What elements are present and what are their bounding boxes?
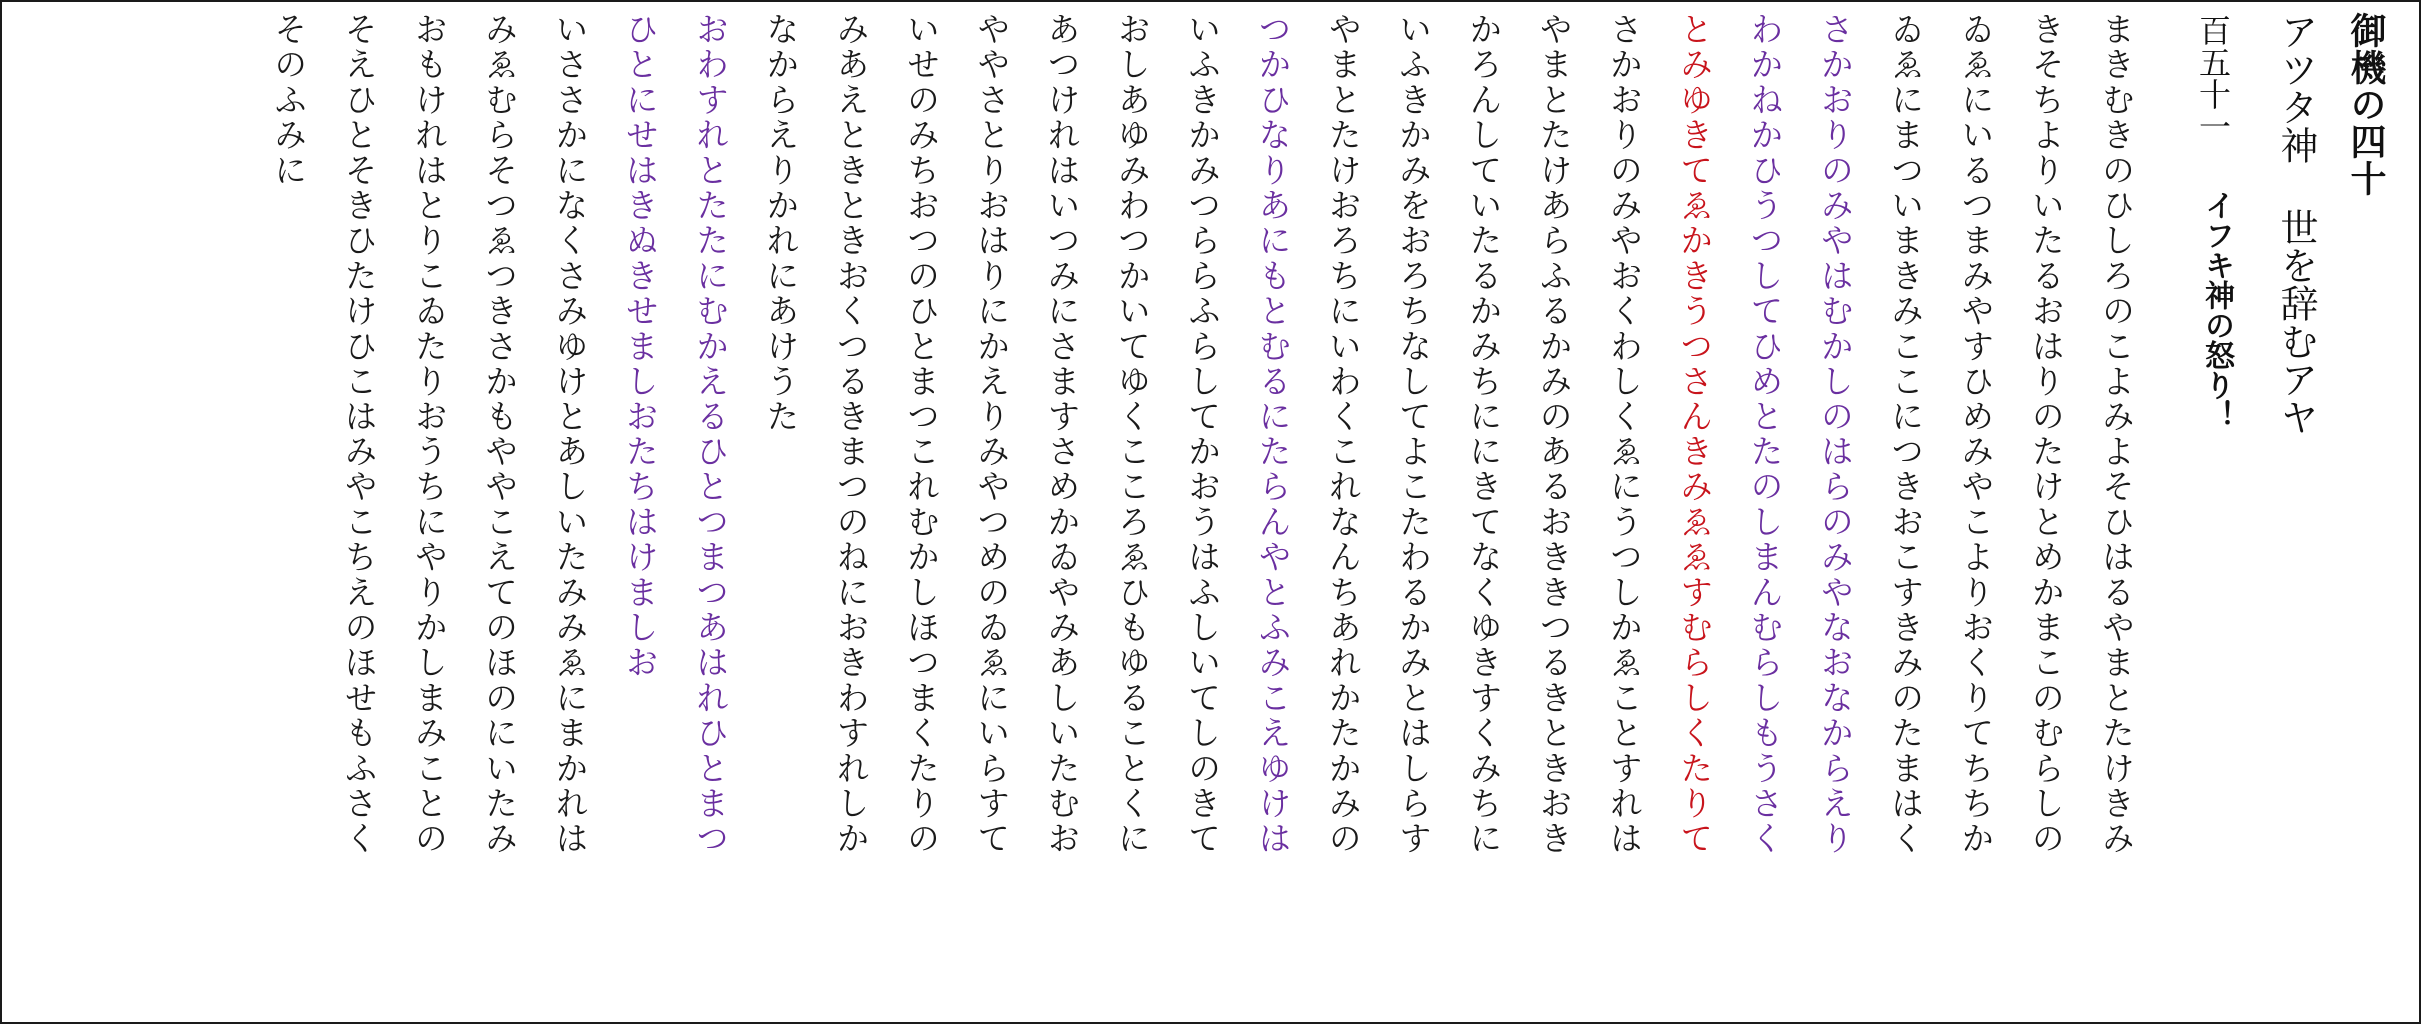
verse-phrase: きひたけひこは: [339, 188, 379, 435]
verse-phrase: これむかし: [901, 434, 941, 611]
vertical-document: [235, 12, 2386, 1016]
chapter-title: イフキ神の怒り！: [2199, 190, 2234, 430]
verse-phrase: つかひなり: [1253, 12, 1293, 188]
verse-phrase: あらふるかみの: [1534, 188, 1574, 435]
verse-phrase: おくりてちちか: [1956, 610, 1996, 857]
verse-phrase: つまみやすひめ: [1956, 188, 1996, 435]
verse-phrase: のほのにいたみ: [480, 610, 520, 857]
verse-line: [1992, 12, 2066, 1016]
verse-phrase: まつのねに: [831, 434, 871, 611]
verse-phrase: きぬきせましお: [620, 188, 660, 435]
verse-phrase: たちはけましお: [620, 434, 660, 681]
verse-phrase: もゆることくに: [1112, 610, 1152, 857]
verse-phrase: そえひとそ: [339, 12, 379, 188]
verse-phrase: おわすれと: [691, 12, 731, 188]
document-title: 御機の四十: [2345, 12, 2386, 197]
verse-phrase: みゑむらそ: [480, 12, 520, 188]
verse-phrase: みあえとき: [831, 12, 871, 188]
verse-phrase: いふきかみ: [1183, 12, 1223, 188]
verse-phrase: おはりにかえり: [972, 188, 1012, 435]
verse-phrase: いつみにさます: [1042, 188, 1082, 435]
verse-line: [1571, 12, 1644, 1016]
verse-phrase: おつのひとまつ: [901, 188, 941, 435]
verse-phrase: ややこえて: [480, 434, 520, 611]
verse-phrase: あるおきき: [1534, 434, 1574, 611]
verse-line: [1149, 12, 1223, 1016]
verse-phrase: きみのたまはく: [1886, 610, 1926, 857]
verse-line: [586, 12, 660, 1016]
document-subtitle: アツタ神 世を辞むアヤ: [2274, 12, 2318, 436]
verse-phrase: さかおりの: [1604, 12, 1644, 188]
verse-phrase: これなんち: [1323, 434, 1363, 611]
verse-phrase: やまとたけきみ: [2097, 610, 2136, 857]
verse-line: [446, 12, 520, 1016]
verse-phrase: こころゑひ: [1112, 434, 1152, 611]
verse-phrase: ほつまくたりの: [901, 610, 941, 857]
verse-phrase: おきわすれしか: [831, 610, 871, 857]
verse-phrase: はらのみや: [1815, 434, 1855, 611]
verse-phrase: あしいたみ: [550, 434, 590, 611]
verse-phrase: ひとつまつ: [691, 434, 731, 611]
verse-phrase: かみとはしらす: [1394, 610, 1434, 857]
verse-phrase: ゐゑにいる: [1956, 12, 1996, 188]
verse-phrase: あはれひとまつ: [691, 610, 731, 857]
verse-phrase: ゑかきうつさん: [1675, 188, 1715, 435]
verse-phrase: みやつめの: [972, 434, 1012, 611]
verse-phrase: みあしいたむお: [1042, 610, 1082, 857]
verse-phrase: いせのみち: [901, 12, 941, 188]
verse-phrase: かおうはふ: [1183, 434, 1223, 611]
chapter-number: 百五十一: [2194, 14, 2232, 142]
verse-phrase: ときおくつるき: [831, 188, 871, 435]
verse-phrase: さかおりの: [1815, 12, 1855, 188]
verse-phrase: あつけれは: [1042, 12, 1082, 188]
verse-line: [1289, 12, 1363, 1016]
verse-line: [1008, 12, 1082, 1016]
verse-phrase: わつかいてゆく: [1112, 188, 1152, 435]
verse-phrase: おしあゆみ: [1112, 12, 1152, 188]
verse-phrase: かゑことすれは: [1604, 610, 1644, 857]
verse-phrase: やまとたけ: [1534, 12, 1574, 188]
verse-phrase: みやはむかしの: [1815, 188, 1855, 435]
verse-phrase: かれにあけうた: [761, 188, 801, 435]
verse-line: [797, 12, 871, 1016]
verse-phrase: さめかゐや: [1042, 434, 1082, 611]
verse-phrase: そのふみに: [269, 12, 309, 188]
verse-phrase: みやおくわしく: [1604, 188, 1644, 435]
verse-phrase: おろちにいわく: [1323, 188, 1363, 435]
verse-phrase: とりこゐたりお: [409, 188, 449, 435]
verse-line: [1079, 12, 1152, 1016]
verse-phrase: よこたわる: [1394, 434, 1434, 611]
verse-phrase: しいてしのきて: [1183, 610, 1223, 857]
verse-phrase: みゑにまかれは: [550, 610, 590, 857]
verse-phrase: ややさとり: [972, 12, 1012, 188]
verse-phrase: むらしくたりて: [1675, 610, 1715, 857]
verse-phrase: のほせもふさく: [339, 610, 379, 857]
verse-phrase: おもけれは: [409, 12, 449, 188]
verse-phrase: たたにむかえる: [691, 188, 731, 435]
verse-phrase: まこのむらしの: [2026, 610, 2066, 857]
verse-line: [1219, 12, 1293, 1016]
verse-phrase: わかねかひ: [1745, 12, 1785, 188]
verse-phrase: つきおこす: [1886, 434, 1926, 611]
verse-line: [1500, 12, 1574, 1016]
verse-phrase: みやこちえ: [339, 434, 379, 611]
verse-phrase: いたるおはりの: [2026, 188, 2066, 435]
verse-phrase: なくさみゆけと: [550, 188, 590, 435]
verse-phrase: をおろちなして: [1394, 188, 1434, 435]
verse-phrase: いささかに: [550, 12, 590, 188]
verse-phrase: いまきみここに: [1886, 188, 1926, 435]
verse-phrase: なからえり: [761, 12, 801, 188]
verse-line: [235, 12, 309, 1016]
verse-phrase: ゆきすくみちに: [1464, 610, 1504, 857]
verse-phrase: やまとたけ: [1323, 12, 1363, 188]
chapter-header: [2169, 12, 2239, 1016]
verse-phrase: とみゆきて: [1675, 12, 1715, 188]
verse-phrase: たのしまん: [1745, 434, 1785, 611]
verse-phrase: ひしろのこよみ: [2097, 188, 2136, 435]
verse-phrase: むらしもうさく: [1745, 610, 1785, 857]
verse-phrase: まきむきの: [2097, 12, 2136, 188]
verse-line: [2063, 12, 2136, 1016]
verse-phrase: ひとにせは: [620, 12, 660, 188]
verse-phrase: いたるかみちに: [1464, 188, 1504, 435]
verse-line: [727, 12, 801, 1016]
verse-phrase: みやこより: [1956, 434, 1996, 611]
verse-line: [1782, 12, 1855, 1016]
verse-line: [657, 12, 731, 1016]
verse-phrase: つららふらして: [1183, 188, 1223, 435]
verse-phrase: うちにやり: [409, 434, 449, 611]
verse-line: [1852, 12, 1926, 1016]
verse-line: [868, 12, 941, 1016]
verse-line: [1360, 12, 1434, 1016]
verse-phrase: つるきときおき: [1534, 610, 1574, 857]
verse-phrase: きみゑゑす: [1675, 434, 1715, 611]
verse-lines: [235, 12, 2136, 1016]
verse-phrase: ゑにうつし: [1604, 434, 1644, 611]
verse-phrase: ふみこえゆけは: [1253, 610, 1293, 857]
verse-line: [305, 12, 379, 1016]
verse-phrase: つゑつきさかも: [480, 188, 520, 435]
verse-line: [938, 12, 1012, 1016]
verse-phrase: かしまみことの: [409, 610, 449, 857]
verse-phrase: うつしてひめと: [1745, 188, 1785, 435]
verse-line: [516, 12, 590, 1016]
verse-line: [1641, 12, 1715, 1016]
verse-line: [376, 12, 449, 1016]
verse-line: [1711, 12, 1785, 1016]
verse-line: [1430, 12, 1504, 1016]
verse-phrase: あにもとむるに: [1253, 188, 1293, 435]
verse-phrase: よそひはる: [2097, 434, 2136, 611]
verse-phrase: ゐゑにまつ: [1886, 12, 1926, 188]
verse-phrase: きそちより: [2026, 12, 2066, 188]
verse-phrase: たらんやと: [1253, 434, 1293, 611]
verse-phrase: にきてなく: [1464, 434, 1504, 611]
verse-phrase: ゐゑにいらすて: [972, 610, 1012, 857]
verse-phrase: たけとめか: [2026, 434, 2066, 611]
verse-phrase: なおなからえり: [1815, 610, 1855, 857]
verse-line: [1922, 12, 1996, 1016]
verse-phrase: いふきかみ: [1394, 12, 1434, 188]
verse-phrase: かろんして: [1464, 12, 1504, 188]
verse-phrase: あれかたかみの: [1323, 610, 1363, 857]
